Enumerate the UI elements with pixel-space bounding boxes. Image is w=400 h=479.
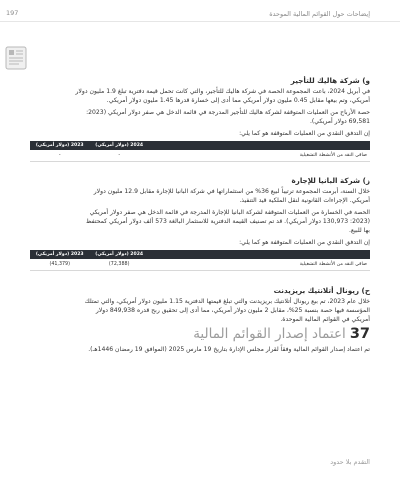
cash-flow-table xyxy=(30,250,370,271)
section-albania-leasing xyxy=(30,176,370,271)
section-approval xyxy=(30,326,370,354)
table-cell-2023: - xyxy=(58,153,61,158)
section-regional-atlantic xyxy=(30,286,370,324)
table-header-row xyxy=(30,141,370,150)
document-icon xyxy=(5,46,27,70)
paragraph-line: أمريكي في القوائم المالية الموحدة. xyxy=(280,316,370,323)
header-divider xyxy=(0,21,400,22)
table-row xyxy=(30,259,370,271)
footer-slogan: التقدم بلا حدود xyxy=(330,458,370,466)
page-number: 197 xyxy=(6,9,19,17)
table-header-2023: 2023 (دولار أمريكي) xyxy=(35,252,84,257)
section-heading: ز) شركة البانيا للإجارة xyxy=(291,176,370,185)
paragraph-line: في أبريل 2024، باعت المجموعة الحصة في شركة هاليك للتأجير، والتي كانت تحمل قيمة دفترية تبلغ 1.9 مليون دولار xyxy=(75,88,370,95)
table-header-2024: 2024 (دولار أمريكي) xyxy=(95,143,144,148)
section-heading: و) شركة هاليك للتأجير xyxy=(290,76,370,85)
cash-flow-table xyxy=(30,141,370,162)
table-cell-2024: (72,388) xyxy=(108,262,130,267)
paragraph-line: الحصة في الخسارة من العمليات المتوقفة لشركة البانيا للإجارة المدرجة في قائمة الدخل هي صفر دولار أمريكي xyxy=(89,209,370,216)
paragraph-line: خلال عام 2023، تم بيع ريونال أتلانتيك بريزيدنت والتي تبلغ قيمتها الدفترية 1.15 مليون دولار أمريكي، والتي تمتلك xyxy=(84,298,370,305)
paragraph-line: (2023: 130,973 دولار أمريكي). قد تم تصنيف القيمة الدفترية للاستثمار البالغة 573 ألف دولار أمريكي كمحتفظ xyxy=(85,218,370,225)
approval-title: اعتماد إصدار القوائم المالية xyxy=(193,326,346,342)
approval-number: 37 xyxy=(349,326,370,342)
paragraph-line: 69,581 دولار أمريكي). xyxy=(309,118,370,125)
paragraph-line: إن التدفق النقدي من العمليات المتوقفة هو كما يلي: xyxy=(239,239,370,246)
section-halik-leasing xyxy=(30,76,370,162)
table-cell-label: صافي النقد من الأنشطة التشغيلية xyxy=(299,262,367,267)
table-header-row xyxy=(30,250,370,259)
paragraph-line: إن التدفق النقدي من العمليات المتوقفة هو كما يلي: xyxy=(239,130,370,137)
table-cell-label: صافي النقد من الأنشطة التشغيلية xyxy=(299,153,367,158)
approval-heading xyxy=(30,326,370,342)
paragraph-line: حصة الأرباح من العمليات المتوقفة لشركة هاليك للتأجير المدرجة في قائمة الدخل هي صفر دولار أمريكي (2023: xyxy=(86,109,370,116)
table-row xyxy=(30,150,370,162)
approval-text: تم اعتماد إصدار القوائم المالية وفقاً لقرار مجلس الإدارة بتاريخ 19 مارس 2025 (الموافق 19 رمضان 1446هـ). xyxy=(88,346,370,353)
table-header-2024: 2024 (دولار أمريكي) xyxy=(95,252,144,257)
table-header-2023: 2023 (دولار أمريكي) xyxy=(35,143,84,148)
paragraph-line: المؤسسة فيها حصة بنسبة 25%، مقابل 2 مليون دولار أمريكي، مما أدى إلى تحقيق ربح قدره 849,938 دولار xyxy=(95,307,370,314)
paragraph-line: خلال السنة، أبرمت المجموعة ترتيباً لبيع 36% من استثماراتها في شركة البانيا للإجارة مقابل 12.9 مليون دولار xyxy=(93,188,370,195)
paragraph-line: أمريكي، وتم بيعها مقابل 0.45 مليون دولار أمريكي مما أدى إلى خسارة قدرها 1.45 مليون دولار أمريكي. xyxy=(106,97,370,104)
section-heading: ح) ريونال أتلانتيك بريزيدنت xyxy=(273,286,370,295)
paragraph-line: بها للبيع. xyxy=(348,227,370,234)
paragraph-line: أمريكي. الإجراءات القانونية لنقل الملكية قيد التنفيذ. xyxy=(239,197,370,204)
header-title: إيضاحات حول القوائم المالية الموحدة xyxy=(269,10,370,18)
table-cell-2024: - xyxy=(118,153,121,158)
table-cell-2023: (41,379) xyxy=(49,262,70,267)
